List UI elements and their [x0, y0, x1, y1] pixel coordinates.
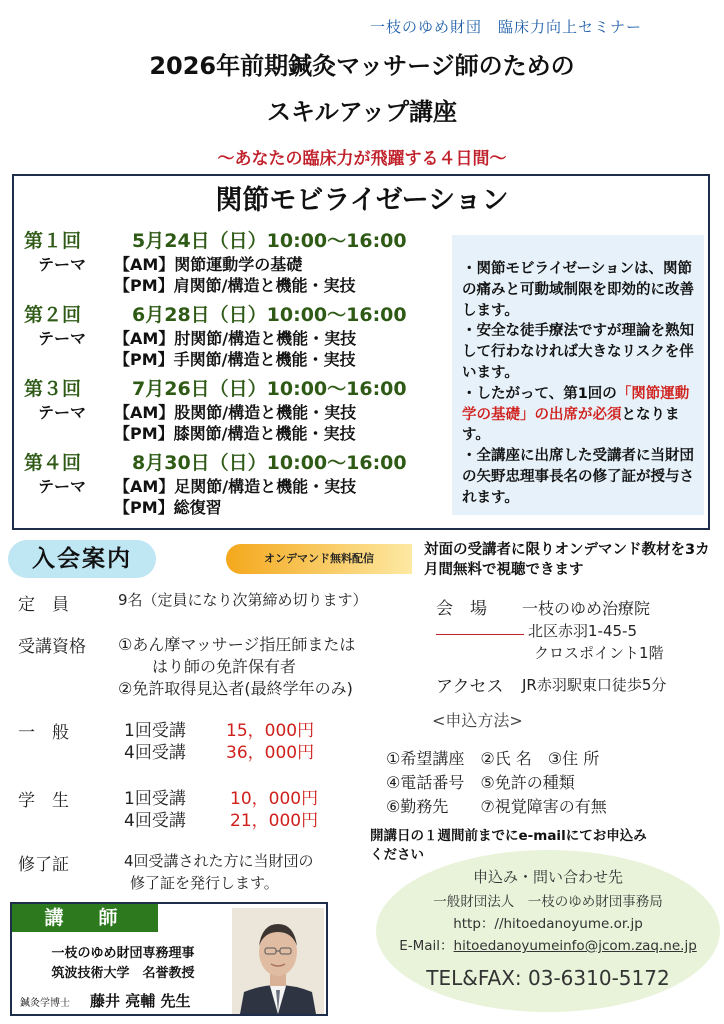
- session-date: 7月26日（日）10:00～16:00: [132, 378, 407, 400]
- instructor-heading: 講 師: [12, 904, 158, 932]
- capacity-label: 定 員: [18, 595, 69, 615]
- theme-pm: 【PM】総復習: [114, 498, 222, 517]
- venue-address-1: 北区赤羽1-45-5: [528, 622, 637, 640]
- application-row-3: ⑥勤務先 ⑦視覚障害の有無: [386, 797, 607, 816]
- application-deadline-1: 開講日の１週間前までにe-mailにてお申込み: [370, 828, 647, 844]
- session-4-theme: [38, 476, 458, 518]
- session-number: 第３回: [24, 378, 82, 400]
- fee-label: 1回受講: [124, 789, 186, 809]
- session-1-heading: [24, 226, 407, 253]
- access-value: JR赤羽駅東口徒歩5分: [522, 676, 667, 694]
- general-label: 一 般: [18, 723, 69, 743]
- ondemand-badge: オンデマンド無料配信: [226, 544, 412, 574]
- session-2-theme: [38, 328, 458, 370]
- theme-am: 【AM】関節運動学の基礎: [114, 255, 303, 274]
- theme-label: テーマ: [38, 403, 87, 422]
- contact-url[interactable]: http：//hitoedanoyume.or.jp: [453, 916, 643, 932]
- qualification-1b: はり師の免許保有者: [152, 657, 297, 676]
- certificate-text-1: 4回受講された方に当財団の: [124, 852, 314, 870]
- email-label: E-Mail：: [399, 938, 454, 954]
- contact-email-link[interactable]: hitoedanoyumeinfo@jcom.zaq.ne.jp: [453, 938, 697, 954]
- instructor-name: 藤井 亮輔 先生: [90, 992, 191, 1010]
- theme-label: テーマ: [38, 477, 87, 496]
- certificate-text-2: 修了証を発行します。: [130, 874, 279, 892]
- fee-price: 21，000円: [230, 811, 319, 831]
- application-row-1: ①希望講座 ②氏 名 ③住 所: [386, 749, 600, 768]
- ondemand-text: 対面の受講者に限りオンデマンド教材を3カ月間無料で視聴できます: [424, 542, 710, 578]
- course-title: 関節モビライゼーション: [215, 185, 509, 216]
- theme-pm: 【PM】膝関節/構造と機能・実技: [114, 424, 356, 443]
- venue-divider: [436, 634, 524, 635]
- instructor-title-2: 筑波技術大学 名誉教授: [51, 966, 195, 981]
- fee-label: 4回受講: [124, 743, 186, 763]
- theme-pm: 【PM】肩関節/構造と機能・実技: [114, 276, 356, 295]
- organizer-text: 一枝のゆめ財団 臨床力向上セミナー: [370, 18, 643, 36]
- application-heading: <申込方法>: [432, 711, 523, 730]
- session-date: 6月28日（日）10:00～16:00: [132, 304, 407, 326]
- session-3-heading: [24, 374, 407, 401]
- fee-label: 1回受講: [124, 721, 186, 741]
- enrollment-heading: 入会案内: [8, 540, 156, 578]
- application-row-2: ④電話番号 ⑤免許の種類: [386, 773, 575, 792]
- qualification-1: ①あん摩マッサージ指圧師または: [118, 635, 356, 654]
- note-3: ・したがって、第1回の「関節運動学の基礎」の出席が必須となります。: [462, 385, 690, 444]
- venue-address-2: クロスポイント1階: [534, 644, 664, 662]
- theme-label: テーマ: [38, 255, 87, 274]
- theme-pm: 【PM】手関節/構造と機能・実技: [114, 350, 356, 369]
- contact-tel: TEL&FAX: 03-6310-5172: [426, 966, 670, 990]
- course-notes: [452, 235, 704, 515]
- contact-org: 一般財団法人 一枝のゆめ財団事務局: [433, 894, 663, 910]
- fee-price: 36，000円: [226, 743, 315, 763]
- note-2: ・安全な徒手療法ですが理論を熟知して行わなければ大きなリスクを伴います。: [462, 323, 694, 381]
- instructor-title-1: 一枝のゆめ財団専務理事: [51, 946, 195, 961]
- application-deadline-2: ください: [370, 847, 424, 863]
- qualification-label: 受講資格: [18, 637, 86, 657]
- fee-label: 4回受講: [124, 811, 186, 831]
- student-4-row: [124, 806, 319, 831]
- session-number: 第４回: [24, 452, 82, 474]
- session-1-theme: [38, 254, 458, 296]
- page-title-line1: 2026年前期鍼灸マッサージ師のための: [149, 52, 575, 80]
- fee-price: 15，000円: [226, 721, 315, 741]
- note-4: ・全講座に出席した受講者に当財団の矢野忠理事長名の修了証が授与されます。: [462, 448, 694, 506]
- note-3-emphasis: 「関節運動学の基礎」の出席が必須: [462, 385, 690, 423]
- theme-am: 【AM】肘関節/構造と機能・実技: [114, 329, 357, 348]
- contact-heading: 申込み・問い合わせ先: [472, 868, 623, 886]
- session-number: 第１回: [24, 230, 82, 252]
- theme-label: テーマ: [38, 329, 87, 348]
- access-label: アクセス: [436, 677, 504, 697]
- general-4-row: [124, 738, 315, 763]
- capacity-value: 9名（定員になり次第締め切ります）: [118, 591, 368, 609]
- theme-am: 【AM】足関節/構造と機能・実技: [114, 477, 357, 496]
- session-number: 第２回: [24, 304, 82, 326]
- note-1: ・関節モビライゼーションは、関節の痛みと可動域制限を即効的に改善します。: [462, 261, 694, 319]
- session-3-theme: [38, 402, 458, 444]
- session-2-heading: [24, 300, 407, 327]
- qualification-2: ②免許取得見込者(最終学年のみ): [118, 679, 353, 698]
- session-4-heading: [24, 448, 407, 475]
- student-label: 学 生: [18, 791, 69, 811]
- page-title-line2: スキルアップ講座: [266, 98, 458, 126]
- contact-email-row: [376, 934, 720, 954]
- instructor-degree: 鍼灸学博士: [20, 998, 70, 1009]
- portrait-image: [232, 908, 324, 1014]
- venue-name: 一枝のゆめ治療院: [522, 599, 651, 618]
- certificate-label: 修了証: [18, 855, 69, 875]
- tagline: ～あなたの臨床力が飛躍する４日間～: [217, 149, 507, 169]
- fee-price: 10，000円: [230, 789, 319, 809]
- session-date: 8月30日（日）10:00～16:00: [132, 452, 407, 474]
- instructor-photo: [232, 908, 324, 1014]
- session-date: 5月24日（日）10:00～16:00: [132, 230, 407, 252]
- venue-label: 会 場: [436, 599, 487, 619]
- theme-am: 【AM】股関節/構造と機能・実技: [114, 403, 357, 422]
